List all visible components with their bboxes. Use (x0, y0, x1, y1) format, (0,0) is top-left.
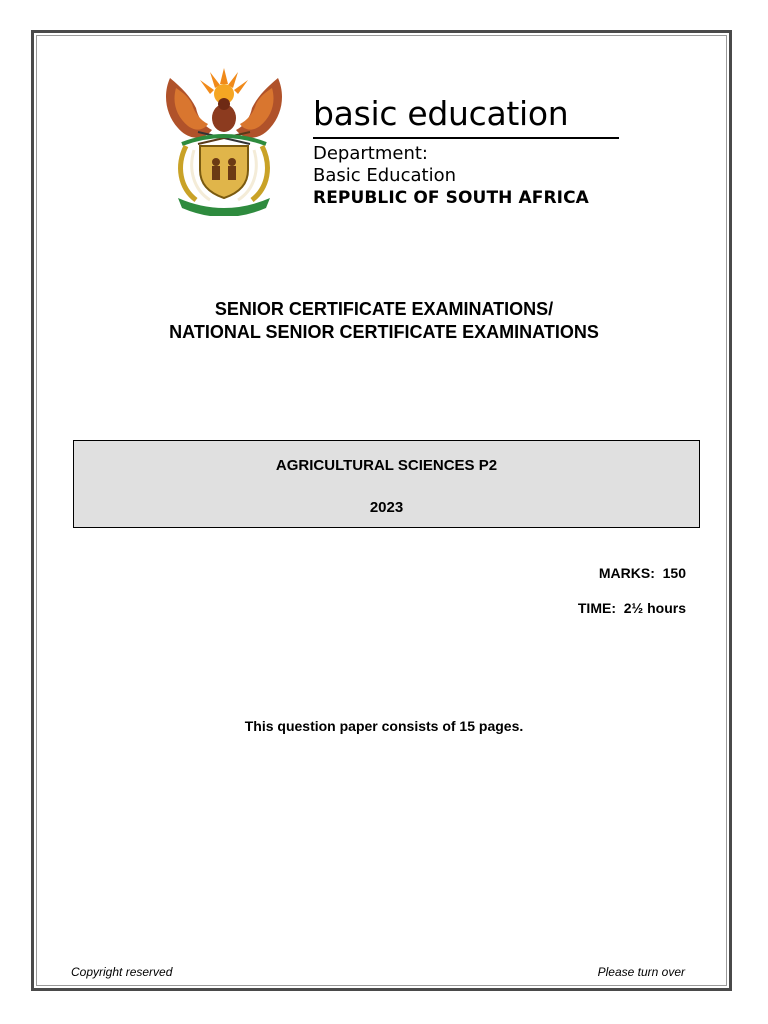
department-name: Basic Education (313, 165, 456, 186)
exam-title-line2: NATIONAL SENIOR CERTIFICATE EXAMINATIONS (169, 322, 599, 342)
exam-year: 2023 (369, 499, 404, 516)
pages-note: This question paper consists of 15 pages. (244, 718, 524, 734)
time-label: TIME: 2½ hours (577, 600, 686, 616)
brand-title: basic education (313, 95, 619, 139)
copyright-footer: Copyright reserved (71, 965, 173, 979)
marks-label: MARKS: 150 (598, 565, 686, 581)
exam-title-line1: SENIOR CERTIFICATE EXAMINATIONS/ (214, 299, 554, 319)
subject-title: AGRICULTURAL SCIENCES P2 (275, 457, 498, 474)
country-name: REPUBLIC OF SOUTH AFRICA (313, 188, 589, 208)
department-branding (313, 95, 619, 209)
subject-box (73, 440, 700, 528)
exam-title (0, 298, 768, 344)
coat-of-arms-icon (160, 66, 288, 216)
turn-over-footer: Please turn over (597, 965, 685, 979)
department-label: Department: (313, 143, 428, 164)
